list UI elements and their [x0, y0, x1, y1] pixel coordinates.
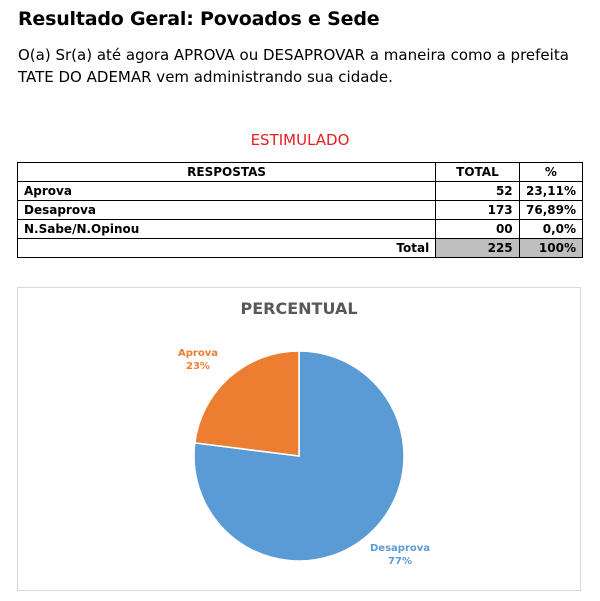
row-label: Desaprova: [18, 201, 436, 220]
total-pct: 100%: [519, 239, 582, 258]
pie-chart: [17, 287, 581, 591]
table-row: [18, 220, 583, 239]
page-title: Resultado Geral: Povoados e Sede: [18, 8, 380, 30]
pie-chart-svg: [18, 288, 580, 590]
header-respostas: RESPOSTAS: [18, 163, 436, 182]
header-total: TOTAL: [436, 163, 519, 182]
row-label: Aprova: [18, 182, 436, 201]
total-row: [18, 239, 583, 258]
table-row: [18, 201, 583, 220]
chart-title: PERCENTUAL: [240, 299, 358, 318]
slice-label-aprova-name: Aprova: [178, 348, 218, 359]
slice-label-desaprova-name: Desaprova: [370, 543, 431, 554]
row-pct: 76,89%: [519, 201, 582, 220]
table-header-row: [18, 163, 583, 182]
row-label: N.Sabe/N.Opinou: [18, 220, 436, 239]
slice-label-aprova: [178, 347, 218, 373]
slice-label-desaprova-value: 77%: [388, 556, 412, 567]
section-label: ESTIMULADO: [250, 131, 350, 149]
total-label: Total: [18, 239, 436, 258]
survey-question: O(a) Sr(a) até agora APROVA ou DESAPROVAR a maneira como a prefeita TATE DO ADEMAR vem administrando sua cidade.: [18, 46, 569, 86]
row-total: 173: [436, 201, 519, 220]
results-table: [17, 162, 583, 258]
slice-label-aprova-value: 23%: [186, 361, 210, 372]
header-pct: %: [519, 163, 582, 182]
total-value: 225: [436, 239, 519, 258]
row-pct: 23,11%: [519, 182, 582, 201]
row-pct: 0,0%: [519, 220, 582, 239]
table-row: [18, 182, 583, 201]
row-total: 52: [436, 182, 519, 201]
slice-label-desaprova: [370, 542, 430, 568]
row-total: 00: [436, 220, 519, 239]
